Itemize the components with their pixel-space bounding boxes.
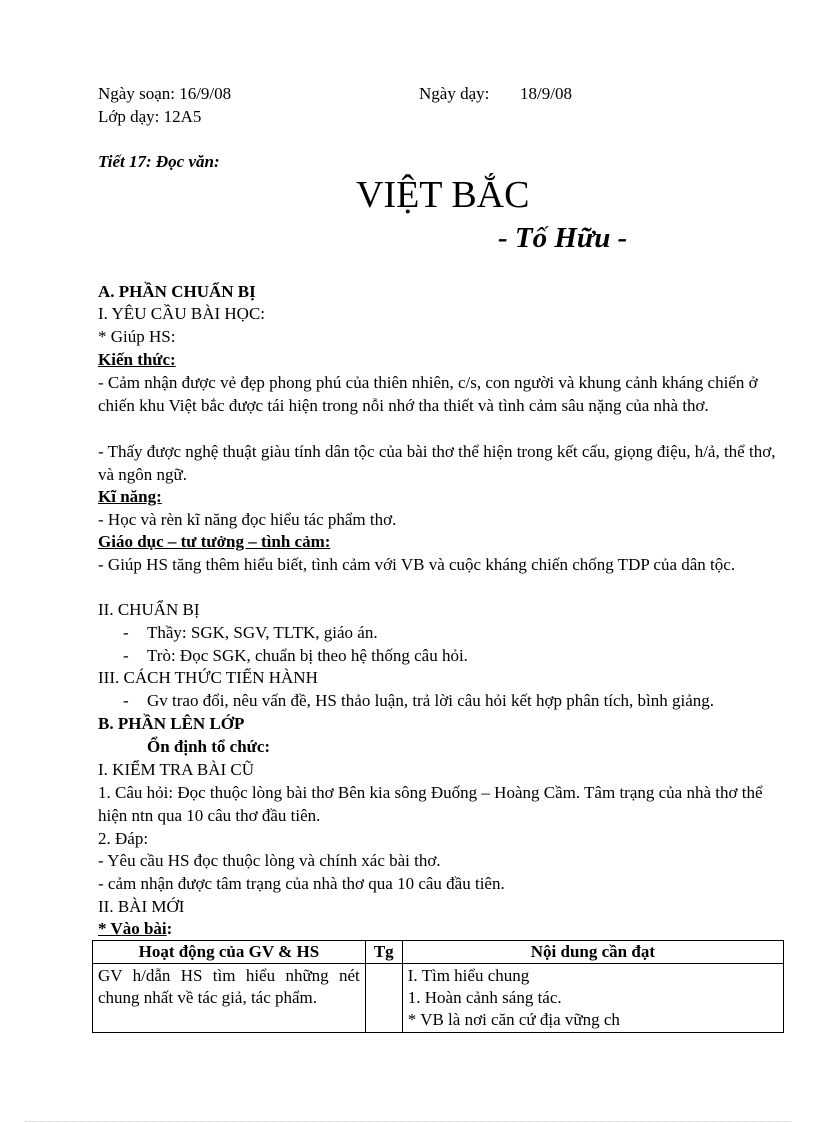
answer-point-1: - Yêu cầu HS đọc thuộc lòng và chính xác bài thơ. bbox=[98, 851, 441, 870]
help-students-label: * Giúp HS: bbox=[98, 327, 176, 346]
column-header-content: Nội dung cần đạt bbox=[402, 941, 783, 964]
class-info: Lớp dạy: 12A5 bbox=[98, 107, 202, 126]
skills-label: Kĩ năng: bbox=[98, 487, 162, 506]
content-line: 1. Hoàn cảnh sáng tác. bbox=[407, 988, 562, 1007]
answer-point-2: - cảm nhận được tâm trạng của nhà thơ qua 10 câu đầu tiên. bbox=[98, 874, 505, 893]
method-item: - Gv trao đổi, nêu vấn đề, HS thảo luận, trả lời câu hỏi kết hợp phân tích, bình giảng. bbox=[123, 691, 715, 710]
lesson-label: Tiết 17: Đọc văn: bbox=[98, 152, 220, 171]
requirements-heading: I. YÊU CẦU BÀI HỌC: bbox=[98, 304, 266, 323]
page-title: VIỆT BẮC bbox=[356, 174, 530, 216]
column-header-activity: Hoạt động của GV & HS bbox=[93, 941, 366, 964]
table-header-row bbox=[93, 941, 784, 964]
author-name: - Tố Hữu - bbox=[498, 222, 628, 254]
knowledge-point-1: - Cảm nhận được vẻ đẹp phong phú của thiên nhiên, c/s, con người và khung cảnh kháng chiến ở chiến khu Việt bắc được tái hiện trong nỗi nhớ tha thiết và tình cảm sâu nặng của nhà thơ. bbox=[98, 373, 758, 415]
skills-point-1: - Học và rèn kĩ năng đọc hiểu tác phẩm thơ. bbox=[98, 510, 397, 529]
intro-label: * Vào bài: bbox=[98, 919, 173, 938]
review-question: 1. Câu hỏi: Đọc thuộc lòng bài thơ Bên kia sông Đuống – Hoàng Cầm. Tâm trạng của nhà thơ thể hiện ntn qua 10 câu thơ đầu tiên. bbox=[98, 783, 763, 825]
preparation-heading: II. CHUẨN BỊ bbox=[98, 600, 200, 619]
section-b-heading: B. PHẦN LÊN LỚP bbox=[98, 714, 245, 733]
content-line: I. Tìm hiểu chung bbox=[407, 966, 530, 985]
answer-label: 2. Đáp: bbox=[98, 829, 149, 848]
content-line: * VB là nơi căn cứ địa vững ch bbox=[407, 1010, 620, 1029]
education-label: Giáo dục – tư tưởng – tình cảm: bbox=[98, 532, 331, 551]
teach-date-label: Ngày dạy: bbox=[419, 84, 490, 103]
section-a-heading: A. PHẦN CHUẨN BỊ bbox=[98, 282, 256, 301]
prep-item-teacher: - Thầy: SGK, SGV, TLTK, giáo án. bbox=[123, 623, 378, 642]
check-old-lesson-heading: I. KIỂM TRA BÀI CŨ bbox=[98, 760, 254, 779]
teach-date: 18/9/08 bbox=[520, 84, 572, 103]
table-row bbox=[93, 964, 784, 1033]
knowledge-label: Kiến thức: bbox=[98, 350, 176, 369]
method-heading: III. CÁCH THỨC TIẾN HÀNH bbox=[98, 668, 318, 687]
prep-date: Ngày soạn: 16/9/08 bbox=[98, 84, 232, 103]
time-cell bbox=[365, 964, 402, 1033]
stabilize-label: Ổn định tổ chức: bbox=[147, 737, 271, 756]
prep-item-student: - Trò: Đọc SGK, chuẩn bị theo hệ thống câu hỏi. bbox=[123, 646, 468, 665]
page-bottom-divider bbox=[25, 1121, 791, 1122]
lesson-table bbox=[92, 940, 784, 1033]
new-lesson-heading: II. BÀI MỚI bbox=[98, 897, 185, 916]
column-header-time: Tg bbox=[365, 941, 402, 964]
education-point-1: - Giúp HS tăng thêm hiểu biết, tình cảm với VB và cuộc kháng chiến chống TDP của dân tộc. bbox=[98, 555, 736, 574]
activity-cell: GV h/dẫn HS tìm hiểu những nét chung nhất về tác giả, tác phẩm. bbox=[93, 964, 366, 1033]
knowledge-point-2: - Thấy được nghệ thuật giàu tính dân tộc của bài thơ thể hiện trong kết cấu, giọng điệu, h/ả, thể thơ, và ngôn ngữ. bbox=[98, 442, 776, 484]
content-cell bbox=[402, 964, 783, 1033]
